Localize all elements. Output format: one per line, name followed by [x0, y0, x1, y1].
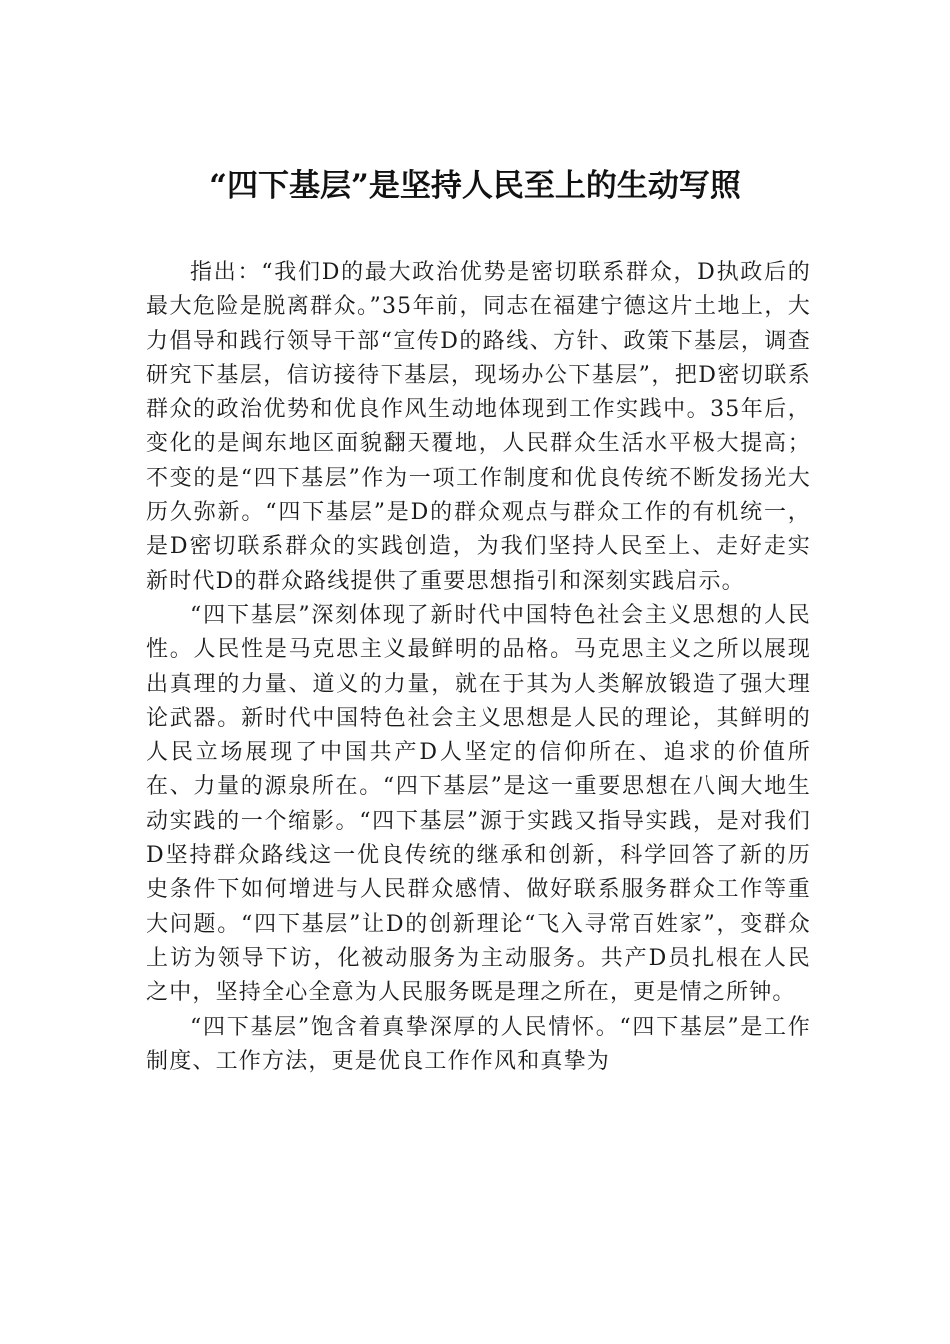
document-title: “四下基层”是坚持人民至上的生动写照 [209, 168, 741, 204]
paragraph: 指出：“我们D的最大政治优势是密切联系群众，D执政后的最大危险是脱离群众。”35年前，同志在福建宁德这片土地上，大力倡导和践行领导干部“宣传D的路线、方针、政策下基层，调查研究下基层，信访接待下基层，现场办公下基层”，把D密切联系群众的政治优势和优良作风生动地体现到工作实践中。35年后，变化的是闽东地区面貌翻天覆地，人民群众生活水平极大提高；不变的是“四下基层”作为一项工作制度和优良传统不断发扬光大历久弥新。“四下基层”是D的群众观点与群众工作的有机统一，是D密切联系群众的实践创造，为我们坚持人民至上、走好走实新时代D的群众路线提供了重要思想指引和深刻实践启示。 [146, 260, 811, 594]
paragraph: “四下基层”饱含着真挚深厚的人民情怀。“四下基层”是工作制度、工作方法，更是优良工作作风和真挚为 [146, 1014, 811, 1074]
paragraph: “四下基层”深刻体现了新时代中国特色社会主义思想的人民性。人民性是马克思主义最鲜明的品格。马克思主义之所以展现出真理的力量、道义的力量，就在于其为人类解放锻造了强大理论武器。新时代中国特色社会主义思想是人民的理论，其鲜明的人民立场展现了中国共产D人坚定的信仰所在、追求的价值所在、力量的源泉所在。“四下基层”是这一重要思想在八闽大地生动实践的一个缩影。“四下基层”源于实践又指导实践，是对我们D坚持群众路线这一优良传统的继承和创新，科学回答了新的历史条件下如何增进与人民群众感情、做好联系服务群众工作等重大问题。“四下基层”让D的创新理论“飞入寻常百姓家”，变群众上访为领导下访，化被动服务为主动服务。共产D员扎根在人民之中，坚持全心全意为人民服务既是理之所在，更是情之所钟。 [146, 602, 811, 1006]
document-body [146, 256, 811, 1079]
